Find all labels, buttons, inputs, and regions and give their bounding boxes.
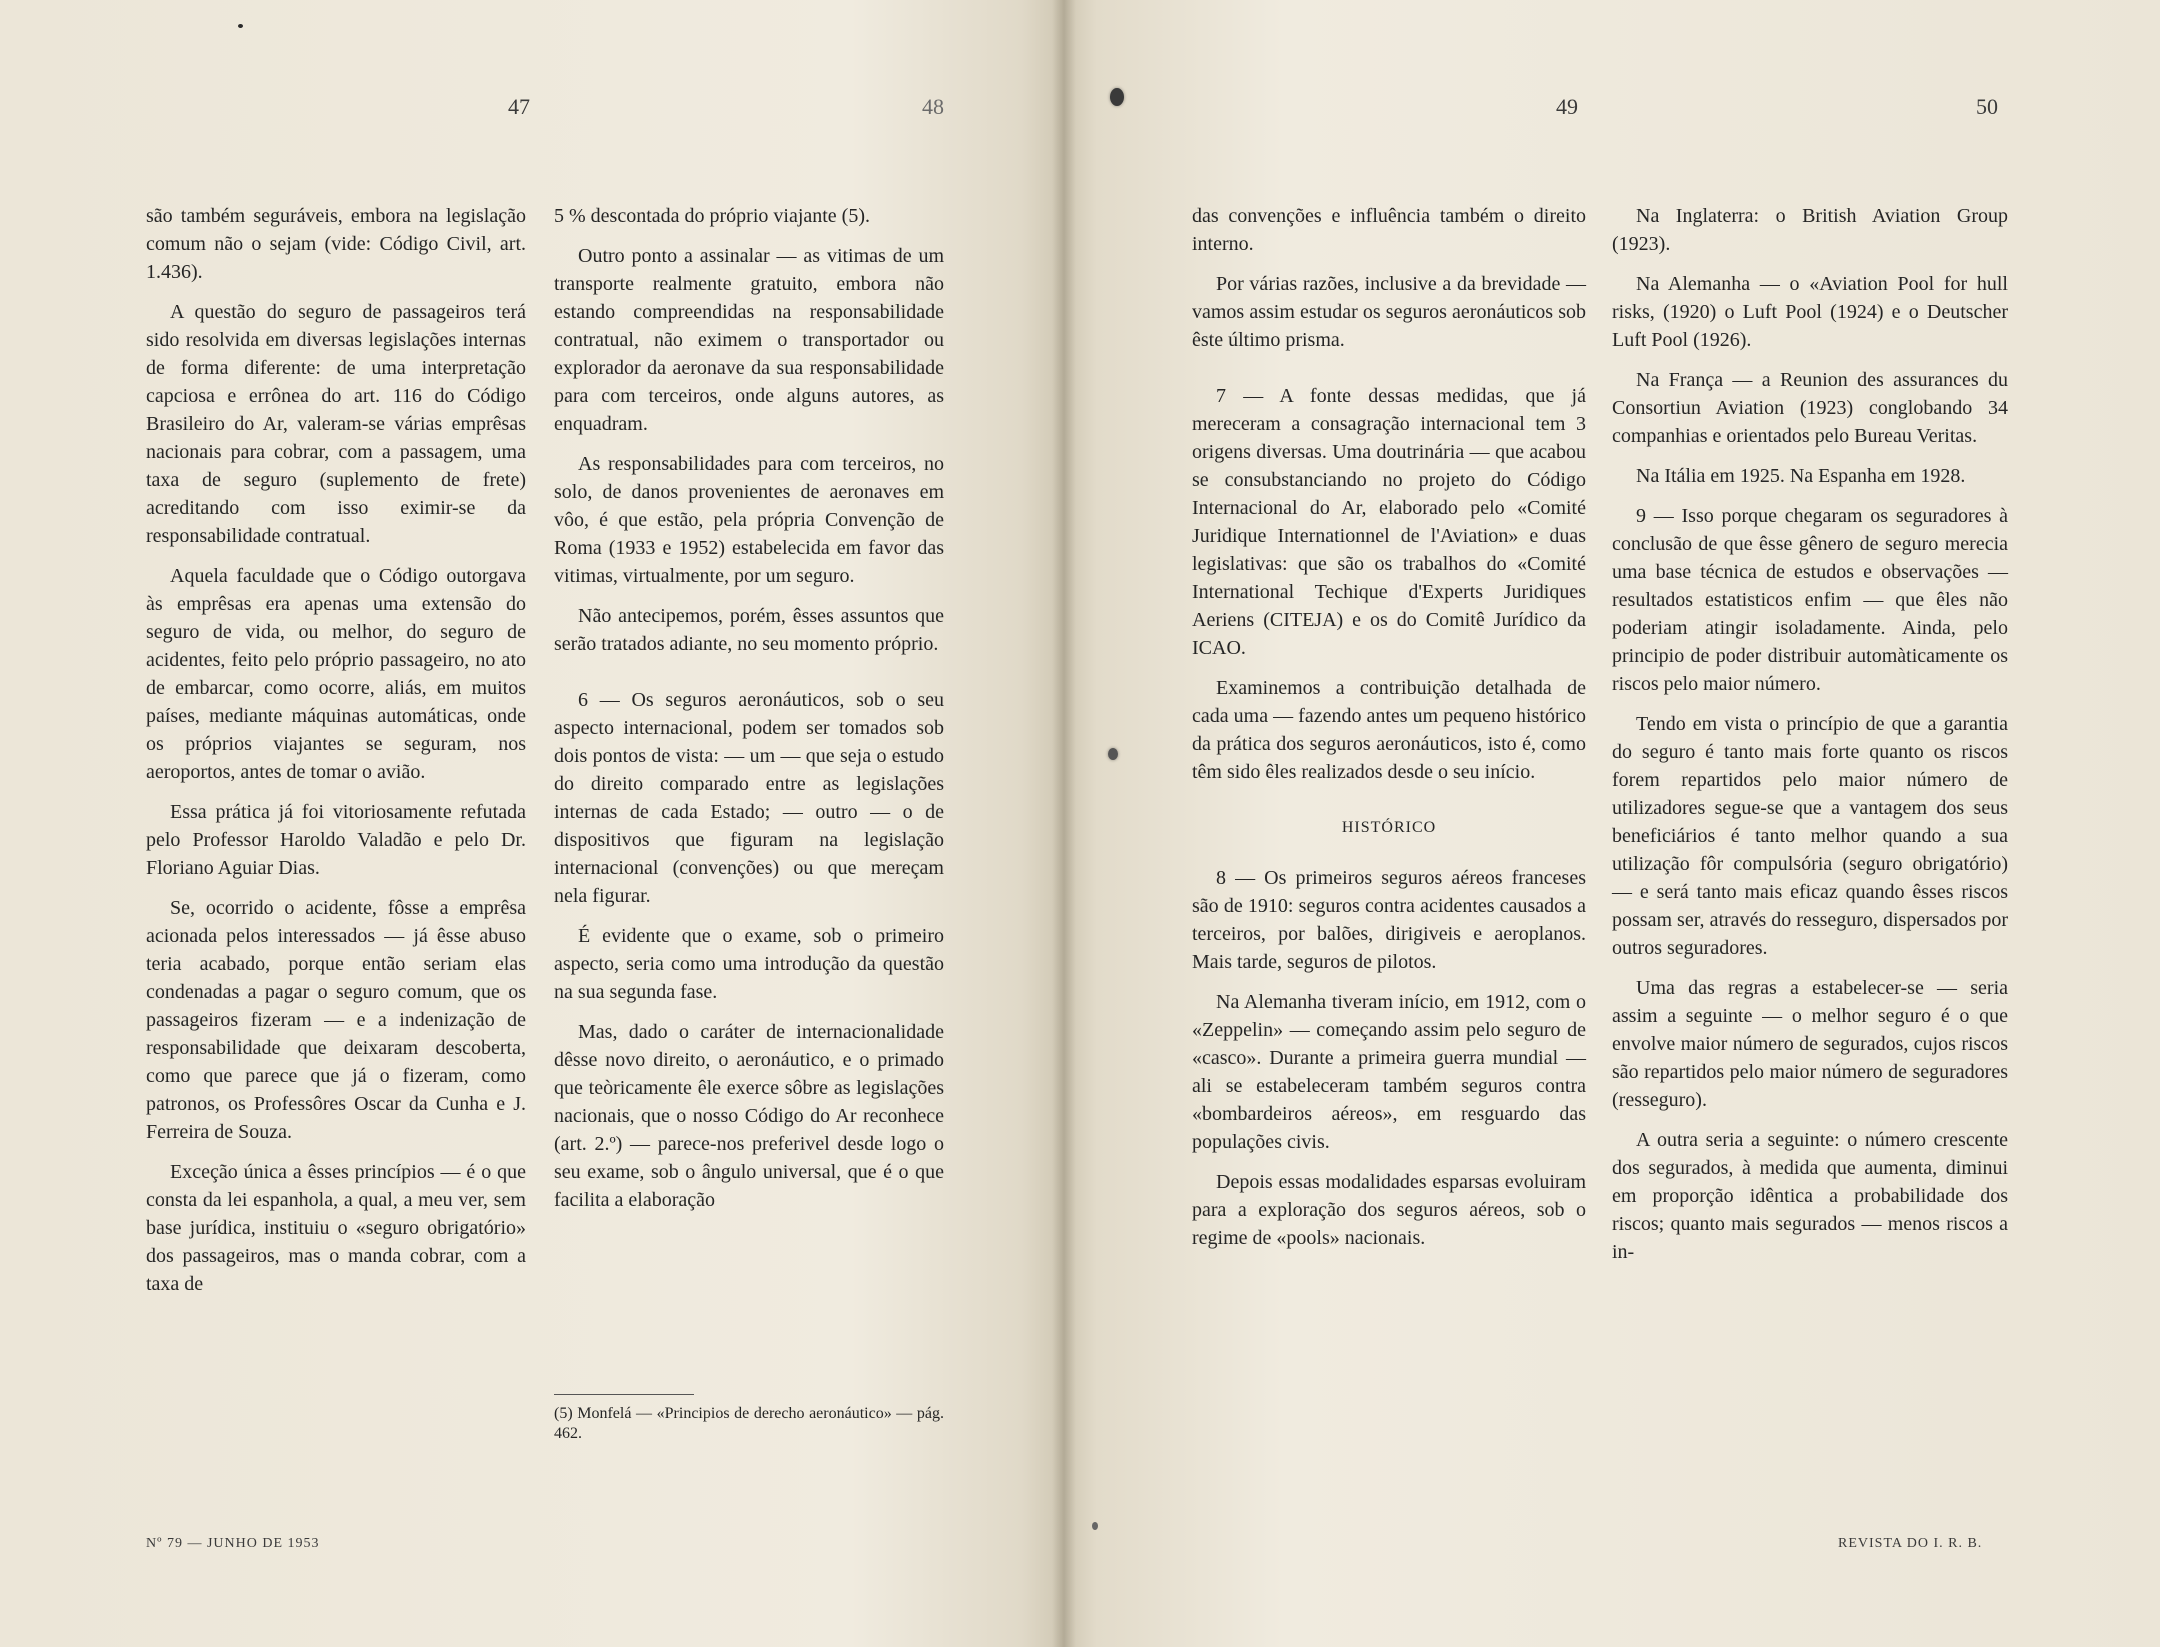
column-page-49 — [1192, 202, 1586, 1264]
column-page-50 — [1612, 202, 2008, 1278]
section-heading: HISTÓRICO — [1341, 819, 1437, 836]
paragraph: A outra seria a seguinte: o número crescente dos segurados, à medida que aumenta, diminui em proporção idêntica a probabilidade dos riscos; quanto mais segurados — menos riscos a in- — [1612, 1129, 2008, 1263]
paragraph: Se, ocorrido o acidente, fôsse a emprêsa acionada pelos interessados — já êsse abuso teria acabado, porque então seriam elas condenadas a pagar o seguro comum, que os passageiros fizeram — e a indenização de responsabilidade que deixaram descoberta, como que parece que já o fizeram, como patronos, os Professôres Oscar da Cunha e J. Ferreira de Souza. — [146, 897, 526, 1143]
paragraph: Aquela faculdade que o Código outorgava às emprêsas era apenas uma extensão do seguro de vida, ou melhor, do seguro de acidentes, feito pelo próprio passageiro, no ato de embarcar, como ocorre, aliás, em muitos países, mediante máquinas automáticas, onde os próprios viajantes se seguram, nos aeroportos, antes de tomar o avião. — [146, 565, 526, 783]
page-number-50: 50 — [1976, 94, 1998, 119]
paragraph: 8 — Os primeiros seguros aéreos franceses são de 1910: seguros contra acidentes causados a terceiros, por balões, dirigiveis e aeroplanos. Mais tarde, seguros de pilotos. — [1192, 867, 1586, 973]
staple-middle — [1108, 748, 1118, 760]
issue-footer: Nº 79 — JUNHO DE 1953 — [146, 1536, 320, 1551]
ink-speck — [238, 24, 243, 28]
paragraph: 7 — A fonte dessas medidas, que já mereceram a consagração internacional tem 3 origens diversas. Uma doutrinária — que acabou se consubstanciando no projeto do Código Internacional do Ar, elaborado pelo «Comité Juridique Internationnel de l'Aviation» e duas legislativas: que são os trabalhos do «Comité International Techique d'Experts Juridiques Aeriens (CITEJA) e os do Comitê Jurídico da ICAO. — [1192, 385, 1586, 659]
journal-footer: REVISTA DO I. R. B. — [1838, 1536, 1983, 1551]
ink-speck — [1092, 1522, 1098, 1530]
paragraph: Não antecipemos, porém, êsses assuntos que serão tratados adiante, no seu momento próprio. — [554, 605, 944, 655]
paragraph: Tendo em vista o princípio de que a garantia do seguro é tanto mais forte quanto os riscos forem repartidos pelo maior número de utilizadores segue-se que a vantagem dos seus beneficiários é tanto melhor quando a sua utilização fôr compulsória (seguro obrigatório) — e será tanto mais eficaz quando êsses riscos possam ser, através do resseguro, dispersados por outros seguradores. — [1612, 713, 2008, 959]
paragraph: são também seguráveis, embora na legislação comum não o sejam (vide: Código Civil, art. 1.436). — [146, 205, 526, 283]
paragraph: 9 — Isso porque chegaram os seguradores à conclusão de que êsse gênero de seguro merecia uma base técnica de estudos e observações — resultados estatisticos enfim — que êles não poderiam atingir isoladamente. Ainda, pelo principio de poder distribuir automàticamente os riscos pelo maior número. — [1612, 505, 2008, 695]
column-page-48 — [554, 202, 944, 1226]
paragraph: Na Itália em 1925. Na Espanha em 1928. — [1636, 465, 1966, 487]
staple-top — [1110, 88, 1124, 106]
paragraph: Na Inglaterra: o British Aviation Group (1923). — [1612, 205, 2008, 255]
page-number-48: 48 — [922, 94, 944, 119]
paragraph: Depois essas modalidades esparsas evoluiram para a exploração dos seguros aéreos, sob o regime de «pools» nacionais. — [1192, 1171, 1586, 1249]
paragraph: Mas, dado o caráter de internacionalidade dêsse novo direito, o aeronáutico, e o primado que teòricamente êle exerce sôbre as legislações nacionais, que o nosso Código do Ar reconhece (art. 2.º) — parece-nos preferivel desde logo o seu exame, sob o ângulo universal, que é o que facilita a elaboração — [554, 1021, 944, 1211]
paragraph: É evidente que o exame, sob o primeiro aspecto, seria como uma introdução da questão na sua segunda fase. — [554, 925, 944, 1003]
paragraph: Na França — a Reunion des assurances du Consortiun Aviation (1923) conglobando 34 companhias e orientados pelo Bureau Veritas. — [1612, 369, 2008, 447]
paragraph: Por várias razões, inclusive a da brevidade — vamos assim estudar os seguros aeronáuticos sob êste último prisma. — [1192, 273, 1586, 351]
page-number-49: 49 — [1556, 94, 1578, 119]
paragraph: Exceção única a êsses princípios — é o que consta da lei espanhola, a qual, a meu ver, sem base jurídica, instituiu o «seguro obrigatório» dos passageiros, mas o manda cobrar, com a taxa de — [146, 1161, 526, 1295]
column-page-47 — [146, 202, 526, 1310]
paragraph: Outro ponto a assinalar — as vitimas de um transporte realmente gratuito, embora não estando compreendidas na responsabilidade contratual, não eximem o transportador ou explorador da aeronave da sua responsabilidade para com terceiros, onde alguns autores, as enquadram. — [554, 245, 944, 435]
paragraph: Examinemos a contribuição detalhada de cada uma — fazendo antes um pequeno histórico da prática dos seguros aeronáuticos, isto é, como têm sido êles realizados desde o seu início. — [1192, 677, 1586, 783]
paragraph: Na Alemanha tiveram início, em 1912, com o «Zeppelin» — começando assim pelo seguro de «casco». Durante a primeira guerra mundial — ali se estabeleceram também seguros contra «bombardeiros aéreos», em resguardo das populações civis. — [1192, 991, 1586, 1153]
paragraph: 6 — Os seguros aeronáuticos, sob o seu aspecto internacional, podem ser tomados sob dois pontos de vista: — um — que seja o estudo do direito comparado entre as legislações internas de cada Estado; — outro — o de dispositivos que figuram na legislação internacional (convenções) ou que mereçam nela figurar. — [554, 689, 944, 907]
footnote-rule — [554, 1394, 694, 1395]
paragraph: A questão do seguro de passageiros terá sido resolvida em diversas legislações internas de forma diferente: de uma interpretação capciosa e errônea do art. 116 do Código Brasileiro do Ar, valeram-se várias emprêsas nacionais para cobrar, com a passagem, uma taxa de seguro (suplemento de frete) acreditando com isso eximir-se da responsabilidade contratual. — [146, 301, 526, 547]
paragraph: Uma das regras a estabelecer-se — seria assim a seguinte — o melhor seguro é o que envolve maior número de segurados, cujos riscos são repartidos pelo maior número de seguradores (resseguro). — [1612, 977, 2008, 1111]
footnote: (5) Monfelá — «Principios de derecho aeronáutico» — pág. 462. — [554, 1405, 944, 1442]
page-number-47: 47 — [508, 94, 530, 119]
paragraph: As responsabilidades para com terceiros, no solo, de danos provenientes de aeronaves em vôo, é que estão, pela própria Convenção de Roma (1933 e 1952) estabelecida em favor das vitimas, virtualmente, por um seguro. — [554, 453, 944, 587]
paragraph: das convenções e influência também o direito interno. — [1192, 205, 1586, 255]
book-gutter — [1052, 0, 1076, 1647]
paragraph: Na Alemanha — o «Aviation Pool for hull risks, (1920) o Luft Pool (1924) e o Deutscher Luft Pool (1926). — [1612, 273, 2008, 351]
paragraph: 5 % descontada do próprio viajante (5). — [554, 205, 871, 227]
paragraph: Essa prática já foi vitoriosamente refutada pelo Professor Haroldo Valadão e pelo Dr. Floriano Aguiar Dias. — [146, 801, 526, 879]
